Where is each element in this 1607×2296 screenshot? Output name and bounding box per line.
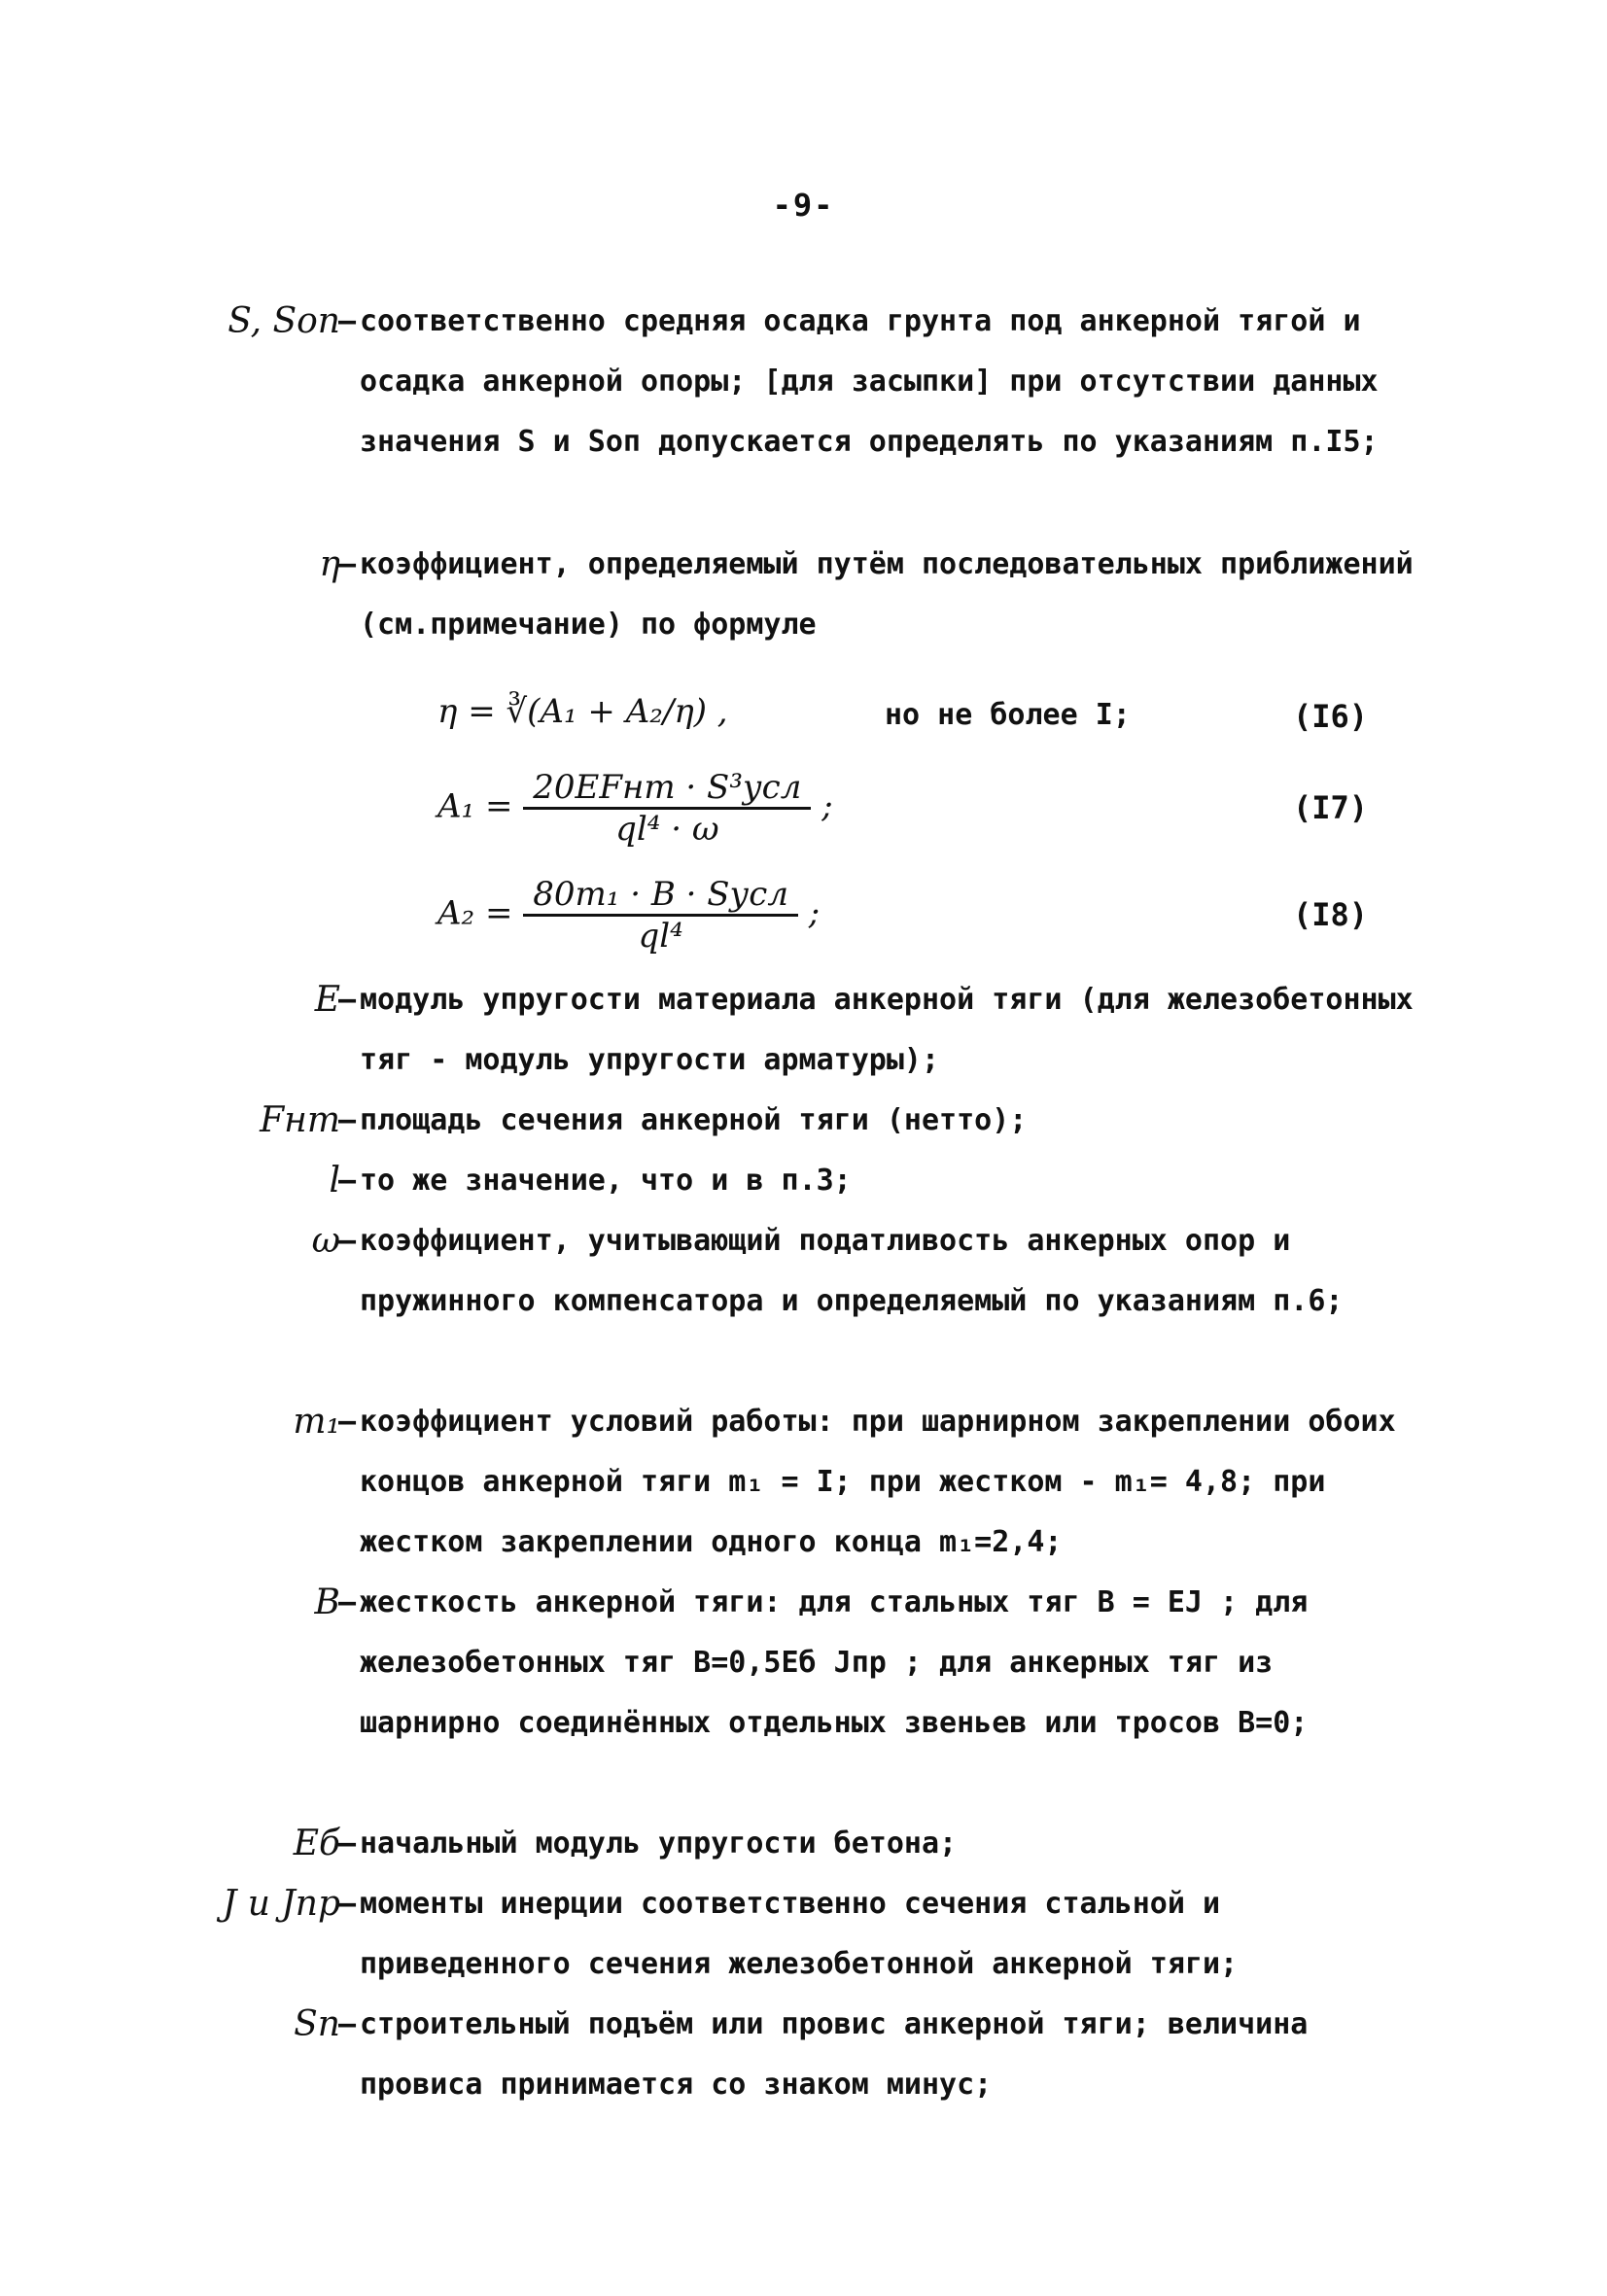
- formula-17-tail: ;: [821, 786, 833, 826]
- definition-sp: строительный подъём или провис анкерной тяги; величина провиса принимается со знаком минус;: [360, 2007, 1309, 2102]
- formula-17-lhs: A₁: [437, 786, 475, 826]
- definition-l: то же значение, что и в п.3;: [360, 1164, 852, 1198]
- formula-18-denominator: ql⁴: [638, 917, 683, 956]
- definition-e: модуль упругости материала анкерной тяги (для железобетонных тяг - модуль упругости арматуры);: [360, 983, 1414, 1077]
- definition-b: жесткость анкерной тяги: для стальных тяг B = EJ ; для железобетонных тяг B=0,5Eб Jпр ; для анкерных тяг из шарнирно соединённых отдельных звеньев или тросов B=0;: [360, 1585, 1309, 1740]
- formula-16: [437, 692, 728, 731]
- symbol-eb: Eб: [293, 1824, 340, 1863]
- formula-17-fraction: [523, 768, 811, 849]
- formula-17: A₁ = $\frac{\text{20EFнт · S³усл}}{\text{ql⁴ · ω}}$ ;: [437, 768, 833, 849]
- definition-fnt: площадь сечения анкерной тяги (нетто);: [360, 1103, 1028, 1137]
- formula-16-expr: = ∛(A₁ + A₂/η) ,: [468, 692, 728, 731]
- formula-16-note: но не более I;: [885, 698, 1131, 732]
- formula-18-numerator: 80m₁ · B · Sусл: [523, 875, 798, 917]
- dash: –: [338, 1405, 357, 1439]
- definition-j-jpr: моменты инерции соответственно сечения стальной и приведенного сечения железобетонной анкерной тяги;: [360, 1887, 1239, 1981]
- formula-17-denominator: ql⁴ · ω: [615, 810, 719, 849]
- formula-18-lhs: A₂: [437, 893, 475, 933]
- dash: –: [338, 1103, 357, 1137]
- dash: –: [338, 547, 357, 581]
- formula-18-fraction: [523, 875, 798, 956]
- definition-eta: коэффициент, определяемый путём последовательных приближений (см.примечание) по формуле: [360, 547, 1414, 642]
- dash: –: [338, 1224, 357, 1258]
- definition-s-sop: соответственно средняя осадка грунта под анкерной тягой и осадка анкерной опоры; [для засыпки] при отсутствии данных значения S и Sоп допускается определять по указаниям п.I5;: [360, 304, 1379, 459]
- definition-eb: начальный модуль упругости бетона;: [360, 1826, 958, 1861]
- symbol-s-sop: S, Sоп: [227, 301, 340, 341]
- dash: –: [338, 1887, 357, 1921]
- symbol-b: B: [314, 1583, 340, 1622]
- formula-16-lhs: η: [437, 692, 458, 731]
- definition-omega: коэффициент, учитывающий податливость анкерных опор и пружинного компенсатора и определяемый по указаниям п.6;: [360, 1224, 1344, 1318]
- definition-m1: коэффициент условий работы: при шарнирном закреплении обоих концов анкерной тяги m₁ = I; при жестком - m₁= 4,8; при жестком закреплении одного конца m₁=2,4;: [360, 1405, 1396, 1559]
- equation-number-16: (I6): [1293, 698, 1369, 735]
- dash: –: [338, 1164, 357, 1198]
- dash: –: [338, 304, 357, 338]
- dash: –: [338, 1826, 357, 1861]
- equation-number-18: (I8): [1293, 896, 1369, 933]
- page-number: -9-: [772, 187, 835, 224]
- equation-number-17: (I7): [1293, 789, 1369, 826]
- dash: –: [338, 983, 357, 1017]
- symbol-m1: m₁: [293, 1402, 340, 1442]
- dash: –: [338, 2007, 357, 2041]
- symbol-j-jpr: J и Jпр: [222, 1884, 340, 1924]
- symbol-e: E: [314, 980, 340, 1020]
- dash: –: [338, 1585, 357, 1619]
- formula-18: A₂ = $\frac{\text{80m₁ · B · Sусл}}{\text{ql⁴}}$ ;: [437, 875, 821, 956]
- formula-18-tail: ;: [808, 893, 821, 933]
- symbol-fnt: Fнт: [260, 1100, 340, 1140]
- symbol-sp: Sп: [294, 2004, 340, 2044]
- symbol-omega: ω: [311, 1221, 340, 1261]
- symbol-eta: η: [319, 544, 340, 584]
- formula-17-numerator: 20EFнт · S³усл: [523, 768, 811, 810]
- symbol-l: l: [329, 1161, 340, 1200]
